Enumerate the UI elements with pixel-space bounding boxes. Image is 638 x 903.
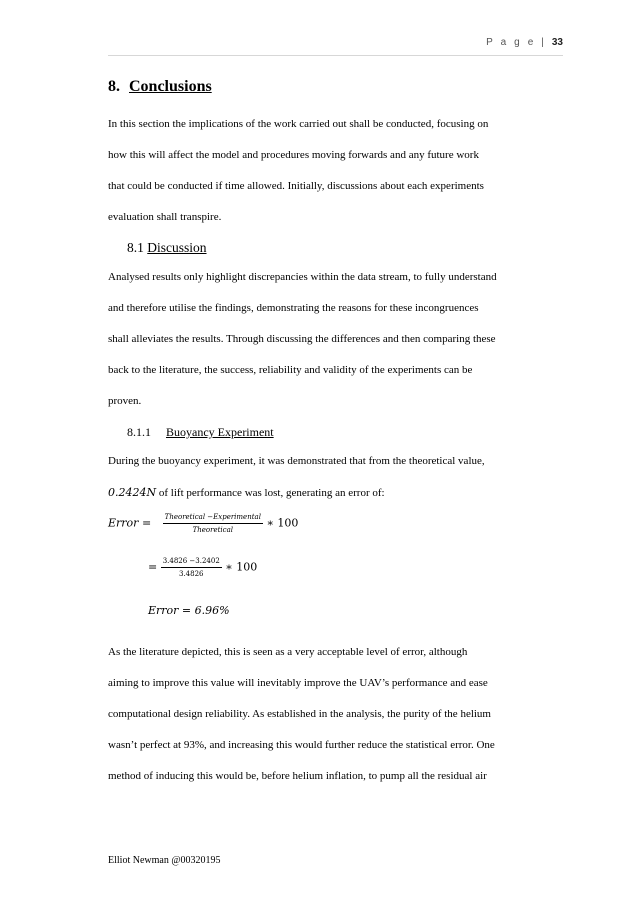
section-number: 8. bbox=[108, 78, 120, 95]
eq-equals: = bbox=[141, 516, 152, 530]
text-line: aiming to improve this value will inevitably improve the UAV’s performance and ease bbox=[108, 677, 488, 689]
intro-paragraph bbox=[108, 109, 566, 233]
text-line: In this section the implications of the work carried out shall be conducted, focusing on bbox=[108, 118, 489, 130]
eq-numerator-values: 3.4826 −3.2402 bbox=[161, 556, 222, 568]
eq-denominator: Theoretical bbox=[192, 526, 233, 534]
eq-equals: = bbox=[148, 560, 158, 574]
page-header bbox=[486, 37, 563, 48]
subsection-number: 8.1 bbox=[127, 240, 144, 255]
eq-denominator-values: 3.4826 bbox=[179, 570, 204, 578]
page-body bbox=[108, 76, 566, 792]
text-fragment: of lift performance was lost, generating an error of: bbox=[156, 487, 385, 499]
buoyancy-paragraph bbox=[108, 446, 566, 508]
error-equation-1 bbox=[108, 512, 566, 540]
text-line: method of inducing this would be, before helium inflation, to pump all the residual air bbox=[108, 770, 487, 782]
text-line: that could be conducted if time allowed. Initially, discussions about each experiments bbox=[108, 180, 484, 192]
subsubsection-number: 8.1.1 bbox=[127, 425, 151, 439]
text-line: proven. bbox=[108, 395, 142, 407]
text-line: evaluation shall transpire. bbox=[108, 211, 222, 223]
page-separator: | bbox=[541, 37, 547, 48]
eq-result: Error = 6.96% bbox=[148, 604, 230, 617]
lift-loss-value: 0.2424N bbox=[108, 486, 157, 499]
error-result bbox=[108, 604, 566, 622]
text-line: During the buoyancy experiment, it was demonstrated that from the theoretical value, bbox=[108, 455, 485, 467]
text-line: back to the literature, the success, reliability and validity of the experiments can be bbox=[108, 364, 473, 376]
text-line: As the literature depicted, this is seen as a very acceptable level of error, although bbox=[108, 646, 468, 658]
subsubsection-title: Buoyancy Experiment bbox=[166, 425, 274, 439]
eq-multiplier: ∗ 100 bbox=[225, 560, 258, 574]
section-title: Conclusions bbox=[129, 78, 212, 95]
text-line: wasn’t perfect at 93%, and increasing this would further reduce the statistical error. One bbox=[108, 739, 495, 751]
text-line: computational design reliability. As established in the analysis, the purity of the helium bbox=[108, 708, 491, 720]
conclusion-paragraph bbox=[108, 637, 566, 792]
page-number: 33 bbox=[551, 37, 563, 48]
text-line: how this will affect the model and procedures moving forwards and any future work bbox=[108, 149, 479, 161]
text-line: and therefore utilise the findings, demonstrating the reasons for these incongruences bbox=[108, 302, 479, 314]
discussion-paragraph bbox=[108, 262, 566, 417]
page-footer: Elliot Newman @00320195 bbox=[108, 855, 221, 866]
text-line bbox=[108, 477, 566, 508]
error-equation-2 bbox=[108, 556, 566, 584]
eq-numerator: Theoretical −Experimental bbox=[163, 512, 263, 524]
eq-fraction bbox=[163, 512, 263, 535]
eq-multiplier: ∗ 100 bbox=[266, 516, 299, 530]
subsection-title: Discussion bbox=[147, 240, 207, 255]
subsubsection-heading bbox=[108, 421, 566, 443]
subsection-heading bbox=[108, 237, 566, 259]
eq-lhs: Error bbox=[108, 516, 139, 530]
page-label: P a g e bbox=[486, 37, 536, 48]
section-heading bbox=[108, 76, 566, 98]
text-line: Analysed results only highlight discrepancies within the data stream, to fully understand bbox=[108, 271, 497, 283]
eq-fraction-values bbox=[161, 556, 222, 579]
text-line: shall alleviates the results. Through discussing the differences and then comparing these bbox=[108, 333, 496, 345]
header-rule bbox=[108, 55, 563, 56]
